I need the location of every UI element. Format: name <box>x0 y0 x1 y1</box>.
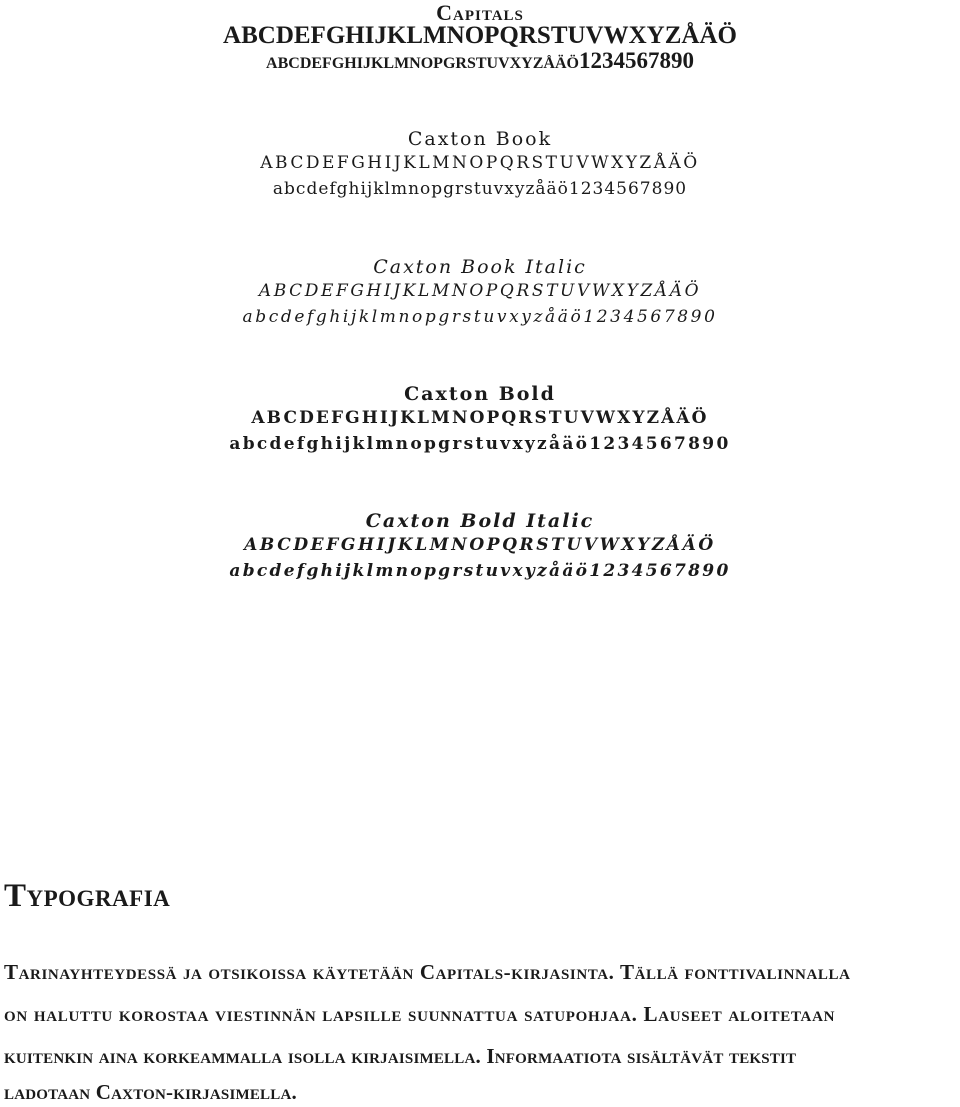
typografia-paragraph-line: Tarinayhteydessä ja otsikoissa käytetään Capitals-kirjasinta. Tällä fonttivalinnalla <box>4 960 851 984</box>
caxton-bold-italic-title: Caxton Bold Italic <box>365 510 595 532</box>
caxton-bold-italic-lowercase-sample: abcdefghijklmnopgrstuvxyzåäö1234567890 <box>229 561 731 581</box>
caxton-bold-title: Caxton Bold <box>404 383 556 405</box>
caxton-book-italic-title: Caxton Book Italic <box>373 256 587 278</box>
caxton-book-lowercase-sample: abcdefghijklmnopgrstuvxyzåäö1234567890 <box>272 179 688 199</box>
typografia-paragraph-line: kuitenkin aina korkeammalla isolla kirjaisimella. Informaatiota sisältävät tekstit <box>4 1044 797 1068</box>
typografia-heading: Typografia <box>4 878 171 914</box>
typografia-paragraph-line: on haluttu korostaa viestinnän lapsille suunnattua satupohjaa. Lauseet aloitetaan <box>4 1002 836 1026</box>
typografia-paragraph-line: ladotaan Caxton-kirjasimella. <box>4 1080 297 1104</box>
capitals-uppercase-sample: ABCDEFGHIJKLMNOPQRSTUVWXYZÅÄÖ <box>223 22 737 49</box>
caxton-bold-uppercase-sample: ABCDEFGHIJKLMNOPQRSTUVWXYZÅÄÖ <box>251 408 709 428</box>
caxton-book-italic-lowercase-sample: abcdefghijklmnopgrstuvxyzåäö1234567890 <box>242 307 718 327</box>
caxton-book-title: Caxton Book <box>407 128 553 150</box>
capitals-title: Capitals <box>436 0 524 25</box>
caxton-book-italic-uppercase-sample: ABCDEFGHIJKLMNOPQRSTUVWXYZÅÄÖ <box>258 281 702 301</box>
capitals-lowercase-sample: abcdefghijklmnopgrstuvxyzåäö1234567890 <box>266 48 694 73</box>
caxton-bold-lowercase-sample: abcdefghijklmnopgrstuvxyzåäö1234567890 <box>229 434 731 454</box>
caxton-book-uppercase-sample: ABCDEFGHIJKLMNOPQRSTUVWXYZÅÄÖ <box>260 153 700 173</box>
caxton-bold-italic-uppercase-sample: ABCDEFGHIJKLMNOPQRSTUVWXYZÅÄÖ <box>244 535 716 555</box>
